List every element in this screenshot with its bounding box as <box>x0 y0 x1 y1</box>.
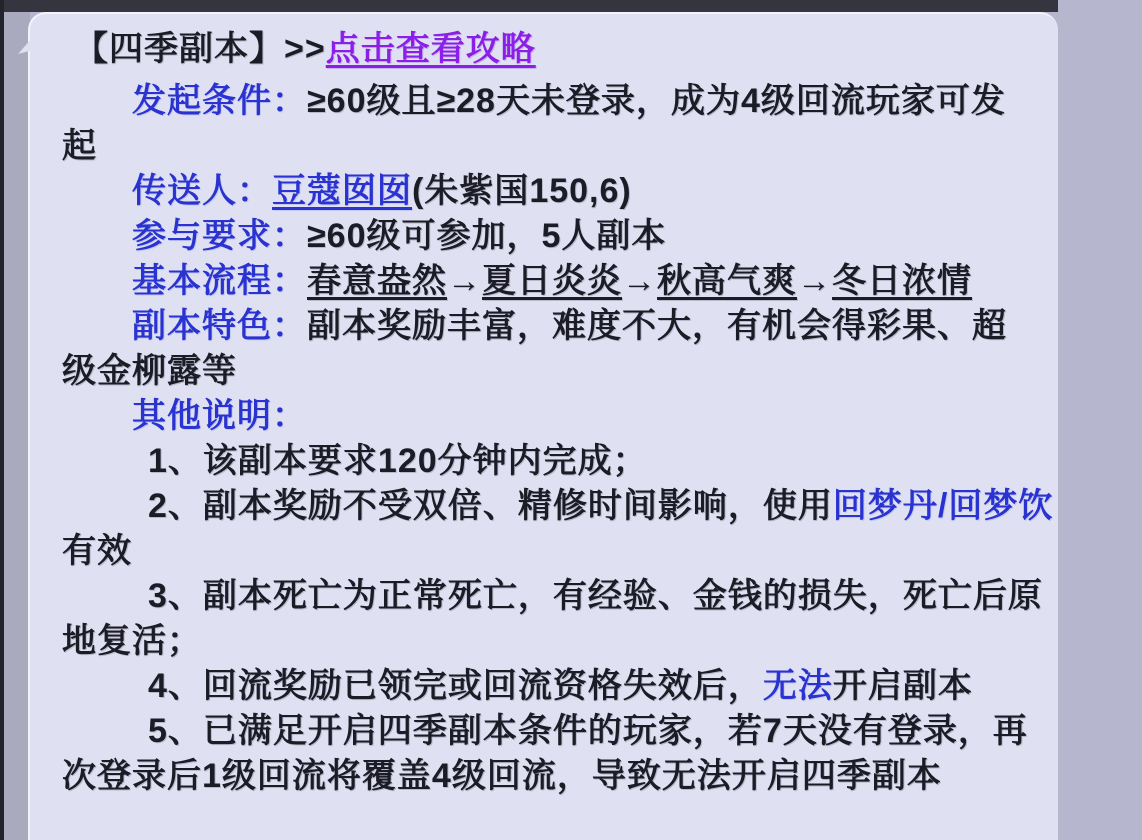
top-dark-bar <box>0 0 1058 12</box>
field-value: ≥60级可参加，5人副本 <box>307 217 667 255</box>
help-bubble-panel <box>28 12 1058 840</box>
section-title: 【四季副本】 <box>74 30 284 68</box>
text-line <box>62 169 1028 214</box>
text-line <box>62 664 1028 709</box>
text-line <box>62 754 1028 799</box>
note-1: 1、该副本要求120分钟内完成； <box>148 442 648 480</box>
note-5: 5、已满足开启四季副本条件的玩家，若7天没有登录，再 <box>148 712 1028 750</box>
text-line <box>62 529 1028 574</box>
field-label-start-condition: 发起条件： <box>132 82 307 120</box>
text-line <box>62 349 1028 394</box>
field-label-other-notes: 其他说明： <box>132 397 307 435</box>
bubble-tail <box>16 20 50 64</box>
text-line <box>62 214 1028 259</box>
field-label-requirement: 参与要求： <box>132 217 307 255</box>
text-line <box>62 484 1054 529</box>
arrow: → <box>797 262 832 300</box>
field-value-wrap: 级金柳露等 <box>62 352 237 390</box>
text-line <box>62 304 1028 349</box>
field-value-wrap: 起 <box>62 127 97 165</box>
field-label-flow: 基本流程： <box>132 262 307 300</box>
text-content <box>30 14 1058 799</box>
screen-left-edge <box>0 0 4 840</box>
arrow: → <box>447 262 482 300</box>
note-3: 3、副本死亡为正常死亡，有经验、金钱的损失，死亡后原 <box>148 577 1043 615</box>
emphasis-cannot: 无法 <box>762 667 833 705</box>
field-value: ≥60级且≥28天未登录，成为4级回流玩家可发 <box>307 82 1006 120</box>
field-label-teleporter: 传送人： <box>132 172 272 210</box>
text-line <box>62 259 1028 304</box>
text-line <box>62 79 1028 124</box>
guide-link[interactable]: 点击查看攻略 <box>325 30 536 68</box>
note-4-tail: 开启副本 <box>832 667 973 705</box>
npc-link[interactable]: 豆蔻囡囡 <box>272 172 412 210</box>
text-line <box>62 124 1028 169</box>
text-line <box>62 619 1028 664</box>
season-link-autumn[interactable]: 秋高气爽 <box>657 262 797 300</box>
note-2: 2、副本奖励不受双倍、精修时间影响，使用 <box>148 487 833 525</box>
npc-location: (朱紫国150,6) <box>412 172 632 210</box>
field-label-feature: 副本特色： <box>132 307 307 345</box>
note-4: 4、回流奖励已领完或回流资格失效后， <box>148 667 763 705</box>
link-arrows: >> <box>284 30 326 68</box>
background-left-strip <box>4 0 30 840</box>
text-line <box>62 439 1028 484</box>
text-line <box>62 574 1043 619</box>
note-2-wrap: 有效 <box>62 532 132 570</box>
item-highlight: 回梦丹/回梦饮 <box>832 487 1054 525</box>
note-5-wrap: 次登录后1级回流将覆盖4级回流，导致无法开启四季副本 <box>62 757 942 795</box>
note-3-wrap: 地复活； <box>62 622 202 660</box>
text-line <box>62 394 1028 439</box>
season-link-winter[interactable]: 冬日浓情 <box>832 262 972 300</box>
text-line <box>62 27 1028 72</box>
arrow: → <box>622 262 657 300</box>
text-line <box>62 709 1028 754</box>
season-link-spring[interactable]: 春意盎然 <box>307 262 447 300</box>
field-value: 副本奖励丰富，难度不大，有机会得彩果、超 <box>307 307 1007 345</box>
season-link-summer[interactable]: 夏日炎炎 <box>482 262 622 300</box>
